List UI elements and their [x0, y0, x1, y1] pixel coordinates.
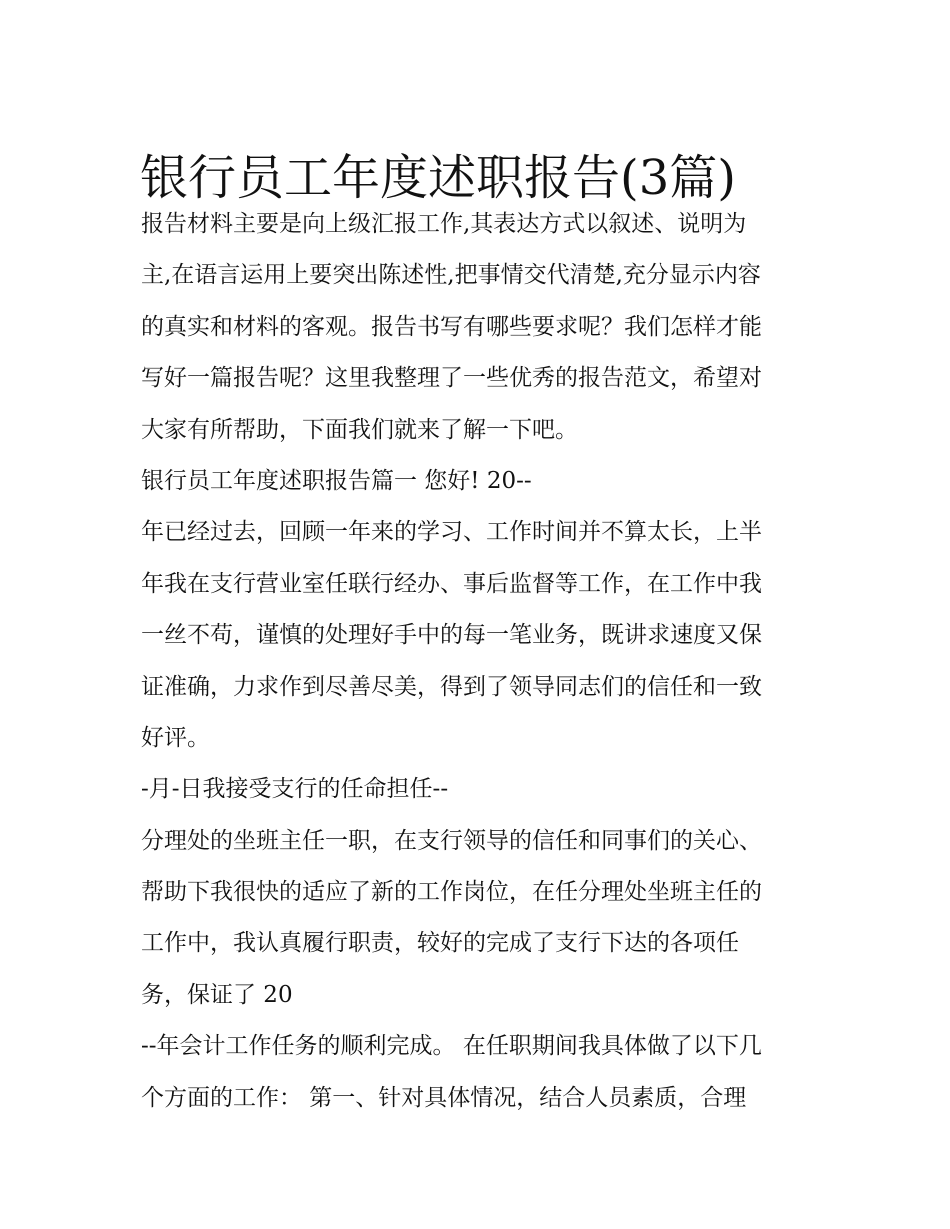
section-heading-line: 银行员工年度述职报告篇一 您好! 20-- — [141, 467, 532, 494]
text-line: 好评。 — [141, 724, 210, 751]
text-line: 写好一篇报告呢？这里我整理了一些优秀的报告范文，希望对 — [141, 365, 762, 392]
text-line: 主,在语言运用上要突出陈述性,把事情交代清楚,充分显示内容 — [141, 262, 761, 289]
text-line: 大家有所帮助，下面我们就来了解一下吧。 — [141, 416, 578, 443]
text-line: 年我在支行营业室任联行经办、事后监督等工作，在工作中我 — [141, 570, 762, 597]
text-line: 一丝不苟，谨慎的处理好手中的每一笔业务，既讲求速度又保 — [141, 622, 762, 649]
document-body — [141, 199, 821, 1124]
text-line: 分理处的坐班主任一职，在支行领导的信任和同事们的关心、 — [141, 827, 762, 854]
text-line: 证准确，力求作到尽善尽美，得到了领导同志们的信任和一致 — [141, 673, 762, 700]
document-title: 银行员工年度述职报告(3篇) — [140, 150, 736, 207]
text-line: 年已经过去，回顾一年来的学习、工作时间并不算太长，上半 — [141, 519, 762, 546]
text-line: --年会计工作任务的顺利完成。 在任职期间我具体做了以下几 — [141, 1033, 762, 1060]
text-line: 工作中，我认真履行职责，较好的完成了支行下达的各项任 — [141, 930, 739, 957]
text-line: 的真实和材料的客观。报告书写有哪些要求呢？我们怎样才能 — [141, 313, 762, 340]
text-line: 个方面的工作： 第一、针对具体情况，结合人员素质，合理 — [141, 1084, 747, 1111]
text-line: -月-日我接受支行的任命担任-- — [141, 776, 449, 803]
text-line: 务，保证了 20 — [141, 981, 293, 1008]
text-line: 帮助下我很快的适应了新的工作岗位，在任分理处坐班主任的 — [141, 879, 762, 906]
text-line: 报告材料主要是向上级汇报工作,其表达方式以叙述、说明为 — [141, 211, 747, 237]
